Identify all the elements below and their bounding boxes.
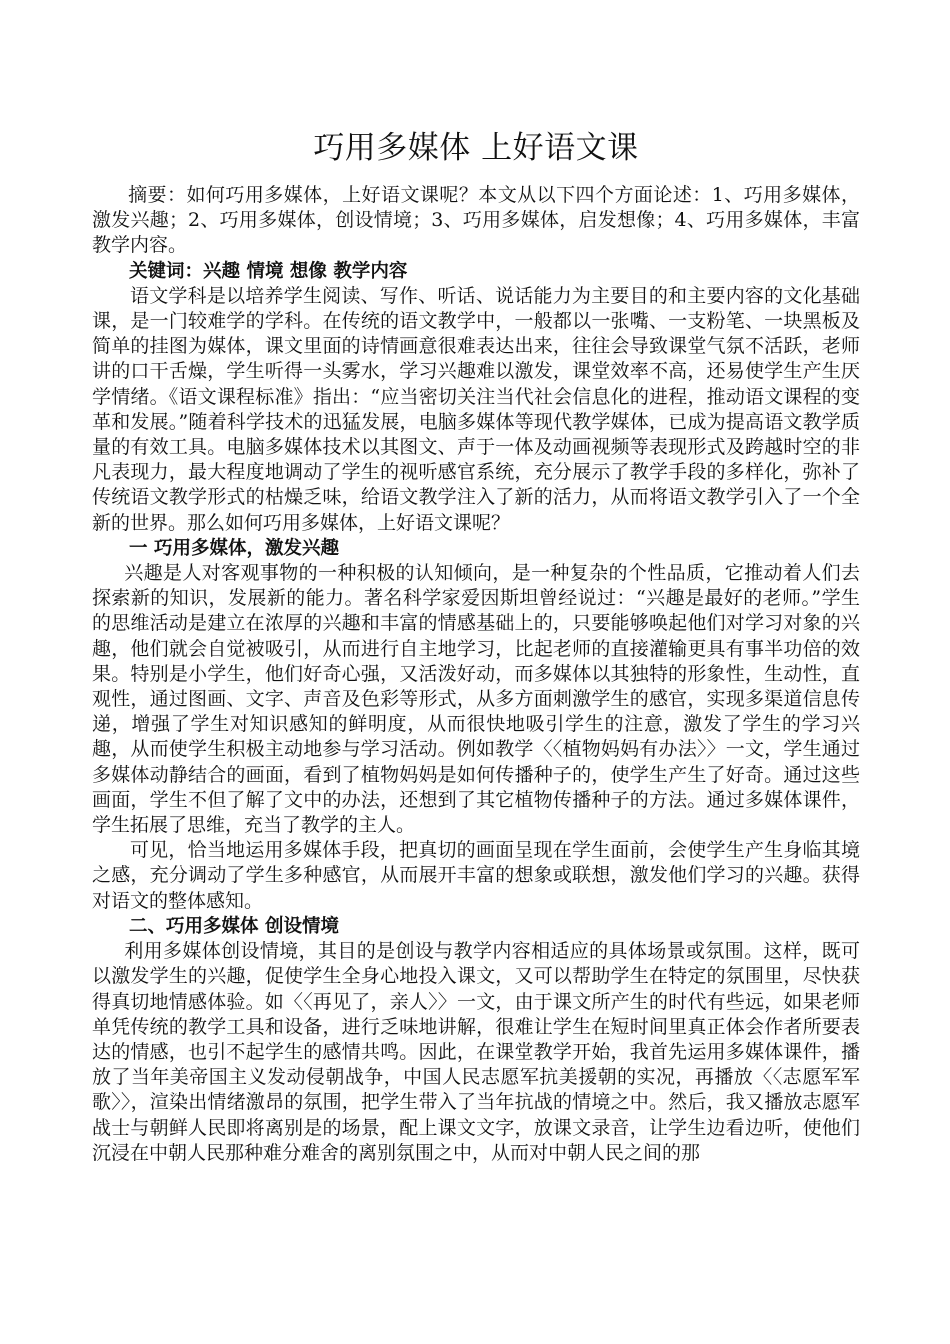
intro-paragraph: 语文学科是以培养学生阅读、写作、听话、说话能力为主要目的和主要内容的文化基础课，是一门较难学的学科。在传统的语文教学中，一般都以一张嘴、一支粉笔、一块黑板及简单的挂图为媒体，课文里面的诗情画意很难表达出来，往往会导致课堂气氛不活跃，老师讲的口干舌燥，学生听得一头雾水，学习兴趣难以激发，课堂效率不高，还易使学生产生厌学情绪。《语文课程标准》指出：“应当密切关注当代社会信息化的进程，推动语文课程的变革和发展。”随着科学技术的迅猛发展，电脑多媒体等现代教学媒体，已成为提高语文教学质量的有效工具。电脑多媒体技术以其图文、声于一体及动画视频等表现形式及跨越时空的非凡表现力，最大程度地调动了学生的视听感官系统，充分展示了教学手段的多样化，弥补了传统语文教学形式的枯燥乏味，给语文教学注入了新的活力，从而将语文教学引入了一个全新的世界。那么如何巧用多媒体，上好语文课呢？ xyxy=(92,284,860,534)
document-title: 巧用多媒体 上好语文课 xyxy=(313,130,639,166)
abstract-paragraph: 摘要：如何巧用多媒体，上好语文课呢？本文从以下四个方面论述：1、巧用多媒体，激发兴趣；2、巧用多媒体，创设情境；3、巧用多媒体，启发想像；4、巧用多媒体，丰富教学内容。 xyxy=(92,184,860,257)
section-1-heading: 一 巧用多媒体，激发兴趣 xyxy=(129,537,339,559)
section-2-paragraph-1: 利用多媒体创设情境，其目的是创设与教学内容相适应的具体场景或氛围。这样，既可以激发学生的兴趣，促使学生全身心地投入课文，又可以帮助学生在特定的氛围里，尽快获得真切地情感体验。如〈〈再见了，亲人〉〉一文，由于课文所产生的时代有些远，如果老师单凭传统的教学工具和设备，进行乏味地讲解，很难让学生在短时间里真正体会作者所要表达的情感，也引不起学生的感情共鸣。因此，在课堂教学开始，我首先运用多媒体课件，播放了当年美帝国主义发动侵朝战争，中国人民志愿军抗美援朝的实况，再播放〈〈志愿军军歌〉〉，渲染出情绪激昂的氛围，把学生带入了当年抗战的情境之中。然后，我又播放志愿军战士与朝鲜人民即将离别是的场景，配上课文文字，放课文录音，让学生边看边听，使他们沉浸在中朝人民那种难分难舍的离别氛围之中，从而对中朝人民之间的那 xyxy=(92,940,860,1164)
document-page xyxy=(92,128,860,1166)
section-2-heading: 二、巧用多媒体 创设情境 xyxy=(129,915,339,937)
section-1-paragraph-2: 可见，恰当地运用多媒体手段，把真切的画面呈现在学生面前，会使学生产生身临其境之感，充分调动了学生多种感官，从而展开丰富的想象或联想，激发他们学习的兴趣。获得对语文的整体感知。 xyxy=(92,839,860,912)
keywords-line: 关键词：兴趣 情境 想像 教学内容 xyxy=(129,260,408,282)
section-1-paragraph-1: 兴趣是人对客观事物的一种积极的认知倾向，是一种复杂的个性品质，它推动着人们去探索新的知识，发展新的能力。著名科学家爱因斯坦曾经说过：“兴趣是最好的老师。”学生的思维活动是建立在浓厚的兴趣和丰富的情感基础上的，只要能够唤起他们对学习对象的兴趣，他们就会自觉被吸引，从而进行自主地学习，比起老师的直接灌输更具有事半功倍的效果。特别是小学生，他们好奇心强，又活泼好动，而多媒体以其独特的形象性，生动性，直观性，通过图画、文字、声音及色彩等形式，从多方面刺激学生的感官，实现多渠道信息传递，增强了学生对知识感知的鲜明度，从而很快地吸引学生的注意，激发了学生的学习兴趣，从而使学生积极主动地参与学习活动。例如教学〈〈植物妈妈有办法〉〉一文，学生通过多媒体动静结合的画面，看到了植物妈妈是如何传播种子的，使学生产生了好奇。通过这些画面，学生不但了解了文中的办法，还想到了其它植物传播种子的方法。通过多媒体课件，学生拓展了思维，充当了教学的主人。 xyxy=(92,562,860,837)
